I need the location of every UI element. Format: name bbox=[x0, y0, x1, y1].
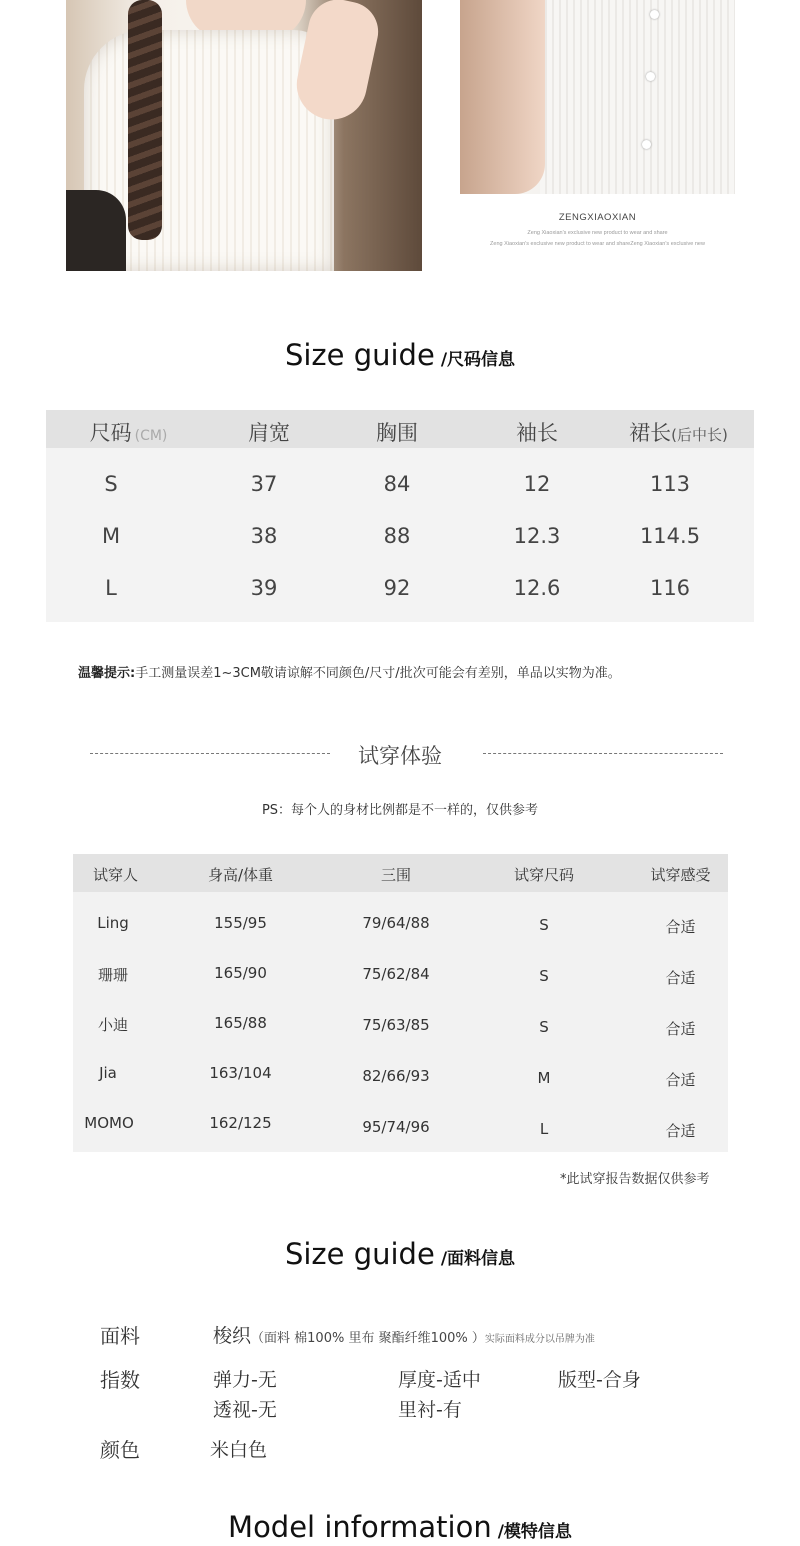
header-height-weight: 身高/体重 bbox=[207, 866, 274, 884]
model-heading bbox=[0, 1510, 800, 1544]
cell-measurements: 79/64/88 bbox=[362, 914, 430, 932]
fabric-title: Size guide bbox=[284, 1237, 435, 1271]
material-value: 梭织 bbox=[213, 1325, 252, 1347]
fit-value: 版型-合身 bbox=[558, 1369, 641, 1391]
cell-sleeve: 12 bbox=[523, 472, 551, 496]
cell-skirt: 116 bbox=[649, 576, 691, 600]
header-measurements: 三围 bbox=[380, 866, 411, 884]
model-title: Model information bbox=[228, 1510, 492, 1544]
model-arm bbox=[460, 0, 545, 194]
size-guide-title: Size guide bbox=[284, 338, 435, 372]
cell-feeling: 合适 bbox=[665, 1020, 696, 1038]
brand-tagline: Zeng Xiaoxian's exclusive new product to wear and share bbox=[527, 230, 668, 236]
detail-photo-buttons bbox=[460, 0, 735, 194]
header-skirt bbox=[606, 417, 751, 447]
thickness-value: 厚度-适中 bbox=[398, 1369, 481, 1391]
cell-tryon-size: L bbox=[539, 1120, 549, 1138]
header-skirt-note: (后中长) bbox=[671, 426, 728, 444]
notice-text: 手工测量误差1~3CM敬请谅解不同颜色/尺寸/批次可能会有差别，单品以实物为准。 bbox=[135, 666, 621, 681]
tryon-ps: PS：每个人的身材比例都是不一样的，仅供参考 bbox=[261, 803, 539, 818]
tryon-title: 试穿体验 bbox=[358, 744, 442, 768]
divider-right bbox=[483, 753, 723, 754]
cell-feeling: 合适 bbox=[665, 918, 696, 936]
material-tag-note: 实际面料成分以吊牌为准 bbox=[484, 1334, 595, 1345]
cell-sleeve: 12.6 bbox=[513, 576, 561, 600]
header-tryon-size: 试穿尺码 bbox=[513, 866, 574, 884]
cell-bust: 88 bbox=[383, 524, 411, 548]
model-photo-selfie bbox=[66, 0, 422, 271]
header-size-unit: (CM) bbox=[134, 428, 168, 444]
header-size-label: 尺码 bbox=[89, 421, 132, 445]
cell-feeling: 合适 bbox=[665, 1122, 696, 1140]
cell-height-weight: 163/104 bbox=[209, 1064, 272, 1082]
model-subtitle: /模特信息 bbox=[497, 1522, 572, 1542]
cell-measurements: 75/63/85 bbox=[362, 1016, 430, 1034]
transparency-value: 透视-无 bbox=[213, 1399, 277, 1421]
cell-shoulder: 37 bbox=[250, 472, 278, 496]
size-table bbox=[46, 410, 754, 622]
cell-feeling: 合适 bbox=[665, 1071, 696, 1089]
color-value: 米白色 bbox=[210, 1439, 268, 1461]
fabric-heading bbox=[0, 1237, 800, 1271]
cell-size: S bbox=[104, 472, 118, 496]
cell-tryon-size: S bbox=[539, 1018, 549, 1036]
cell-size: L bbox=[105, 576, 117, 600]
cell-height-weight: 155/95 bbox=[214, 914, 267, 932]
cell-feeling: 合适 bbox=[665, 969, 696, 987]
header-bust: 胸围 bbox=[376, 421, 418, 445]
cell-height-weight: 165/90 bbox=[214, 964, 267, 982]
fabric-subtitle: /面料信息 bbox=[440, 1249, 516, 1269]
cell-sleeve: 12.3 bbox=[513, 524, 561, 548]
tryon-table bbox=[73, 854, 728, 1152]
brand-name: ZENGXIAOXIAN bbox=[558, 212, 637, 223]
cell-measurements: 75/62/84 bbox=[362, 965, 430, 983]
cell-shoulder: 38 bbox=[250, 524, 278, 548]
cell-person: MOMO bbox=[84, 1114, 134, 1132]
fabric-texture bbox=[540, 0, 735, 194]
header-sleeve: 袖长 bbox=[516, 421, 558, 445]
shirt-button bbox=[642, 140, 651, 149]
size-guide-subtitle: /尺码信息 bbox=[440, 350, 516, 370]
material-label: 面料 bbox=[100, 1324, 140, 1348]
header-person: 试穿人 bbox=[92, 866, 138, 884]
cell-tryon-size: S bbox=[539, 916, 549, 934]
shirt-button bbox=[650, 10, 659, 19]
header-shoulder: 肩宽 bbox=[248, 421, 290, 445]
notice-label: 温馨提示: bbox=[78, 666, 136, 681]
index-label: 指数 bbox=[100, 1368, 140, 1392]
tryon-report-note: *此试穿报告数据仅供参考 bbox=[560, 1172, 710, 1187]
cell-height-weight: 165/88 bbox=[214, 1014, 267, 1032]
material-info bbox=[213, 1321, 595, 1348]
cell-height-weight: 162/125 bbox=[209, 1114, 272, 1132]
cell-skirt: 113 bbox=[649, 472, 691, 496]
cell-person: 小迪 bbox=[97, 1016, 128, 1034]
cell-skirt: 114.5 bbox=[639, 524, 701, 548]
header-feeling: 试穿感受 bbox=[650, 866, 711, 884]
cell-measurements: 95/74/96 bbox=[362, 1118, 430, 1136]
size-guide-heading bbox=[0, 338, 800, 372]
cell-tryon-size: M bbox=[537, 1069, 551, 1087]
material-detail: （面料 棉100% 里布 聚酯纤维100% ） bbox=[251, 1331, 485, 1346]
cell-size: M bbox=[101, 524, 121, 548]
header-skirt-label: 裙长 bbox=[629, 421, 672, 445]
cell-tryon-size: S bbox=[539, 967, 549, 985]
cell-measurements: 82/66/93 bbox=[362, 1067, 430, 1085]
header-size bbox=[56, 417, 201, 447]
cell-shoulder: 39 bbox=[250, 576, 278, 600]
measurement-notice bbox=[78, 662, 621, 681]
cell-person: Jia bbox=[99, 1064, 117, 1082]
cell-bust: 84 bbox=[383, 472, 411, 496]
braided-hair bbox=[128, 0, 162, 240]
color-label: 颜色 bbox=[100, 1438, 140, 1462]
cell-person: 珊珊 bbox=[97, 966, 128, 984]
brand-tagline-long: Zeng Xiaoxian's exclusive new product to wear and shareZeng Xiaoxian's exclusive new bbox=[490, 241, 705, 247]
black-bag bbox=[66, 190, 126, 271]
elasticity-value: 弹力-无 bbox=[213, 1369, 277, 1391]
cell-bust: 92 bbox=[383, 576, 411, 600]
lining-value: 里衬-有 bbox=[398, 1399, 462, 1421]
cell-person: Ling bbox=[97, 914, 129, 932]
shirt-button bbox=[646, 72, 655, 81]
peace-sign-hand bbox=[290, 0, 383, 126]
